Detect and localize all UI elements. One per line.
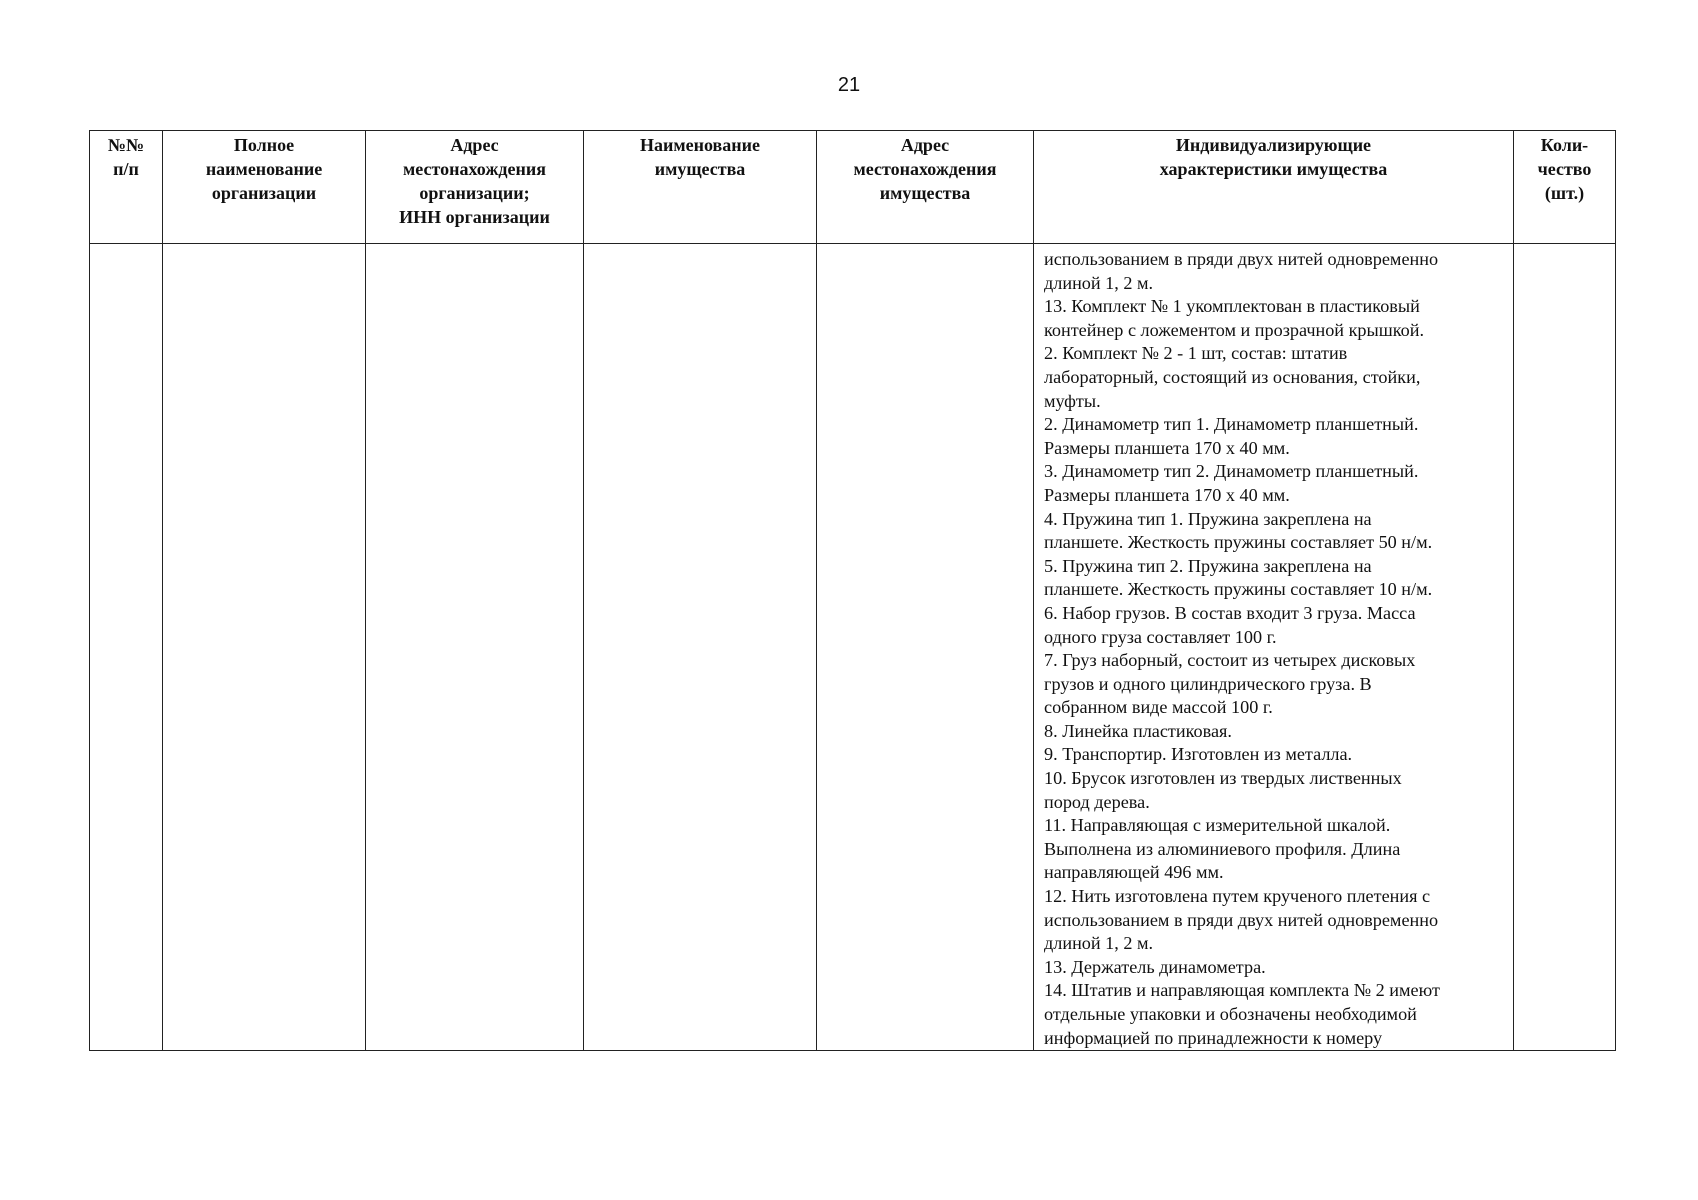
header-cell-characteristics: Индивидуализирующие характеристики имущества [1034, 131, 1514, 244]
table-row [90, 244, 1616, 1051]
characteristics-line: контейнер с ложементом и прозрачной крышкой. [1044, 319, 1425, 340]
characteristics-line: 3. Динамометр тип 2. Динамометр планшетный. [1044, 461, 1419, 482]
cell-property-address [817, 244, 1034, 1051]
cell-quantity [1514, 244, 1616, 1051]
characteristics-line: 2. Динамометр тип 1. Динамометр планшетный. [1044, 414, 1419, 435]
header-cell-property-name: Наименование имущества [584, 131, 817, 244]
header-cell-property-address: Адрес местонахождения имущества [817, 131, 1034, 244]
characteristics-line: планшете. Жесткость пружины составляет 50 н/м. [1044, 532, 1433, 553]
header-cell-quantity: Коли- чество (шт.) [1514, 131, 1616, 244]
characteristics-line: 13. Держатель динамометра. [1044, 956, 1266, 977]
table-header [90, 131, 1616, 244]
characteristics-line: 2. Комплект № 2 - 1 шт, состав: штатив [1044, 343, 1348, 364]
cell-number [90, 244, 163, 1051]
characteristics-line: длиной 1, 2 м. [1044, 272, 1154, 293]
characteristics-line: собранном виде массой 100 г. [1044, 697, 1273, 718]
property-table [89, 130, 1616, 1051]
cell-organization-name [163, 244, 366, 1051]
characteristics-line: 5. Пружина тип 2. Пружина закреплена на [1044, 555, 1372, 576]
header-row [90, 131, 1616, 244]
characteristics-line: одного груза составляет 100 г. [1044, 626, 1277, 647]
characteristics-line: 7. Груз наборный, состоит из четырех дисковых [1044, 650, 1416, 671]
cell-property-name [584, 244, 817, 1051]
characteristics-line: муфты. [1044, 390, 1101, 411]
characteristics-line: 13. Комплект № 1 укомплектован в пластиковый [1044, 296, 1420, 317]
page-number: 21 [837, 74, 861, 96]
characteristics-line: 9. Транспортир. Изготовлен из металла. [1044, 744, 1353, 765]
characteristics-line: грузов и одного цилиндрического груза. В [1044, 673, 1372, 694]
characteristics-line: 10. Брусок изготовлен из твердых лиственных [1044, 768, 1402, 789]
characteristics-line: лабораторный, состоящий из основания, стойки, [1044, 366, 1421, 387]
characteristics-line: использованием в пряди двух нитей одновременно [1044, 909, 1439, 930]
characteristics-line: Размеры планшета 170 х 40 мм. [1044, 484, 1290, 505]
characteristics-line: направляющей 496 мм. [1044, 862, 1224, 883]
cell-characteristics [1034, 244, 1514, 1051]
characteristics-line: 6. Набор грузов. В состав входит 3 груза. Масса [1044, 602, 1416, 623]
characteristics-line: 14. Штатив и направляющая комплекта № 2 имеют [1044, 980, 1440, 1001]
header-cell-organization-address: Адрес местонахождения организации; ИНН организации [366, 131, 584, 244]
header-cell-number: №№ п/п [90, 131, 163, 244]
characteristics-line: пород дерева. [1044, 791, 1150, 812]
characteristics-line: 12. Нить изготовлена путем крученого плетения с [1044, 886, 1431, 907]
characteristics-line: Размеры планшета 170 х 40 мм. [1044, 437, 1290, 458]
characteristics-line: информацией по принадлежности к номеру [1044, 1027, 1383, 1048]
characteristics-line: планшете. Жесткость пружины составляет 10 н/м. [1044, 579, 1433, 600]
characteristics-line: Выполнена из алюминиевого профиля. Длина [1044, 838, 1401, 859]
header-cell-organization-name: Полное наименование организации [163, 131, 366, 244]
characteristics-line: использованием в пряди двух нитей одновременно [1044, 249, 1439, 269]
characteristics-line: 11. Направляющая с измерительной шкалой. [1044, 815, 1391, 836]
characteristics-line: длиной 1, 2 м. [1044, 933, 1154, 954]
characteristics-text [1044, 248, 1505, 1050]
characteristics-line: отдельные упаковки и обозначены необходимой [1044, 1004, 1417, 1024]
characteristics-line: 8. Линейка пластиковая. [1044, 720, 1232, 741]
characteristics-line: 4. Пружина тип 1. Пружина закреплена на [1044, 508, 1372, 529]
cell-organization-address [366, 244, 584, 1051]
